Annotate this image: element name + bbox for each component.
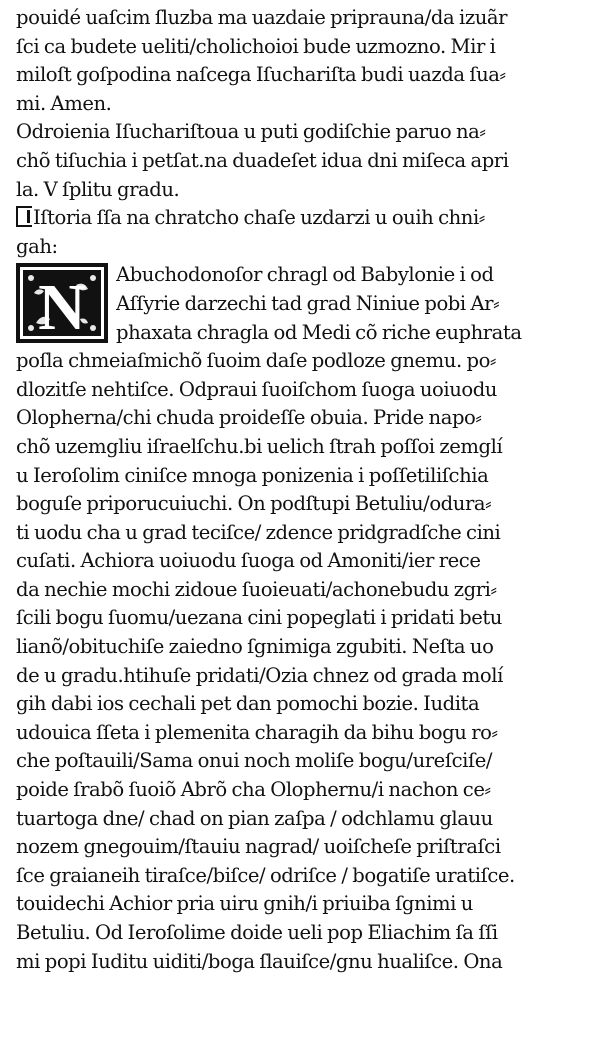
rubric-heading: [16, 204, 600, 233]
text-line: mi. Amen.: [16, 91, 112, 115]
paragraph-mark-icon: [16, 206, 32, 227]
text-line: chõ uzemgliu iſraelſchu.bi uelich ſtrah poſſoi zemglí: [16, 434, 503, 458]
text-line: chõ tiſuchia i petſat.na duadeſet idua dni miſeca apri: [16, 148, 509, 172]
text-line: miloſt goſpodina naſcega Iſuchariſta budi uazda ſua⸗: [16, 63, 506, 87]
text-line: touidechi Achior pria uiru gnih/i priuiba ſgnimi u: [16, 892, 473, 916]
text-line: la. V ſplitu gradu.: [16, 177, 180, 201]
text-line: da nechie mochi zidoue ſuoieuati/achonebudu zgri⸗: [16, 577, 497, 601]
initial-text-lines: [116, 261, 600, 347]
text-line: nozem gnegouim/ſtauiu nagrad/ uoiſcheſe priſtraſci: [16, 835, 501, 859]
text-line: u Ieroſolim ciniſce mnoga ponizenia i poſſetiliſchia: [16, 463, 489, 487]
text-line: gih dabi ios cechali pet dan pomochi bozie. Iudita: [16, 692, 480, 716]
initial-letter: N: [38, 271, 86, 344]
text-line: Betuliu. Od Ieroſolime doide ueli pop Eliachim ſa ſſi: [16, 921, 498, 945]
text-block-bottom: [16, 347, 600, 976]
text-line: Abuchodonoſor chragl od Babylonie i od: [116, 263, 494, 287]
document-page: [16, 4, 600, 976]
text-line: dlozitſe nehtiſce. Odpraui ſuoiſchom ſuoga uoiuodu: [16, 377, 497, 401]
text-line: Odroienia Iſuchariſtoua u puti godiſchie paruo na⸗: [16, 120, 486, 144]
text-line: gah:: [16, 234, 58, 258]
text-line: che poſtauili/Sama onui noch moliſe bogu/ureſciſe/: [16, 749, 493, 773]
text-line: pouidé uaſcim ſluzba ma uazdaie priprauna/da izuãr: [16, 6, 508, 29]
text-line: ti uodu cha u grad teciſce/ zdence pridgradſche cini: [16, 520, 501, 544]
text-line: Olopherna/chi chuda proideſſe obuia. Pride napo⸗: [16, 406, 482, 430]
text-line: udouica ſſeta i plemenita charagih da bihu bogu ro⸗: [16, 720, 498, 744]
text-line: cuſati. Achiora uoiuodu ſuoga od Amoniti/ier rece: [16, 549, 481, 573]
text-line: de u gradu.htihuſe pridati/Ozia chnez od grada molí: [16, 663, 503, 687]
text-line: lianõ/obituchiſe zaiedno ſgnimiga zgubiti. Neſta uo: [16, 635, 494, 659]
text-line: ſcili bogu ſuomu/uezana cini popeglati i pridati betu: [16, 606, 502, 630]
rubric-heading-text: Iſtoria ſſa na chratcho chaſe uzdarzi u ouih chni⸗: [33, 206, 485, 230]
decorated-initial-icon: [16, 263, 108, 343]
text-line: ſci ca budete ueliti/cholichoioi bude uzmozno. Mir i: [16, 34, 496, 58]
text-line: poſla chmeiaſmichõ ſuoim daſe podloze gnemu. po⸗: [16, 349, 497, 373]
text-line: tuartoga dne/ chad on pian zaſpa / odchlamu glauu: [16, 806, 493, 830]
text-line: poide ſrabõ ſuoiõ Abrõ cha Olophernu/i nachon ce⸗: [16, 778, 491, 802]
initial-paragraph: [16, 261, 600, 347]
text-line: phaxata chragla od Medi cõ riche euphrata: [116, 320, 522, 344]
text-line: Aſſyrie darzechi tad grad Niniue pobi Ar⸗: [116, 291, 500, 315]
text-block-top: [16, 4, 600, 204]
text-line: mi popi Iuditu uiditi/boga ſlauiſce/gnu hualiſce. Ona: [16, 949, 503, 973]
text-line: ſce graianeih tiraſce/biſce/ odriſce / bogatiſe uratiſce.: [16, 863, 515, 887]
text-line: boguſe priporucuiuchi. On podſtupi Betuliu/odura⸗: [16, 492, 492, 516]
